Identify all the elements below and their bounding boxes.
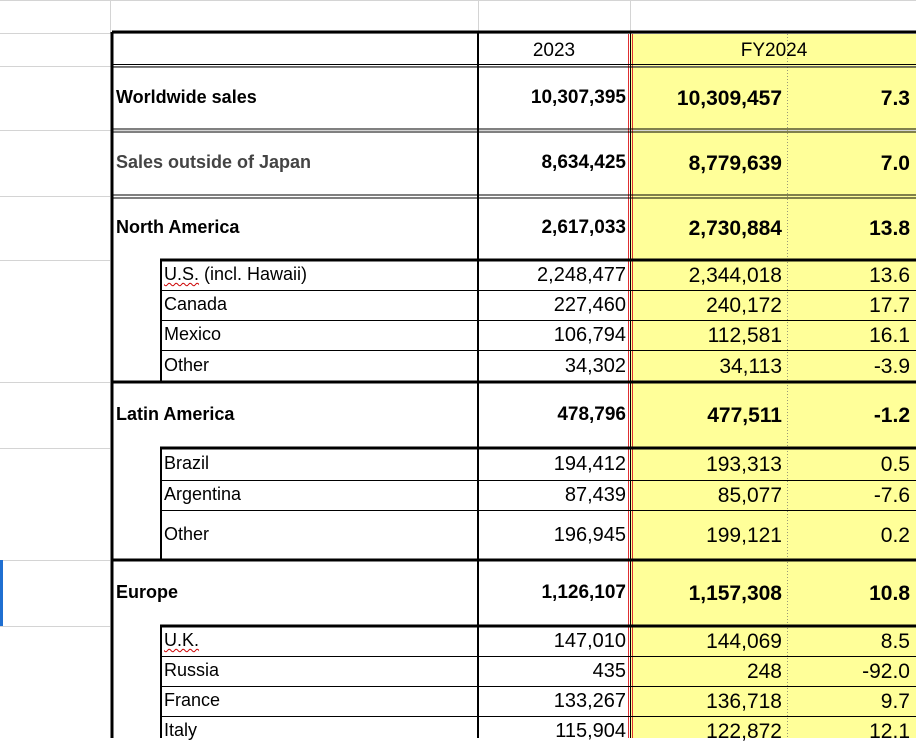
value-fy2024[interactable]: 122,872 xyxy=(706,720,782,743)
value-2023[interactable]: 1,126,107 xyxy=(541,582,626,603)
row-label[interactable]: France xyxy=(164,690,221,710)
value-pct-change[interactable]: 13.6 xyxy=(869,264,910,287)
value-fy2024[interactable]: 2,344,018 xyxy=(688,264,782,287)
value-pct-change[interactable]: 0.5 xyxy=(880,453,910,476)
value-pct-change[interactable]: 17.7 xyxy=(869,294,910,317)
value-pct-change[interactable]: 16.1 xyxy=(869,324,910,347)
value-pct-change[interactable]: -7.6 xyxy=(873,484,910,507)
value-fy2024[interactable]: 112,581 xyxy=(707,324,782,347)
value-2023[interactable]: 2,248,477 xyxy=(537,264,626,286)
value-pct-change[interactable]: 0.2 xyxy=(880,524,910,547)
value-fy2024[interactable]: 248 xyxy=(746,660,782,683)
value-fy2024[interactable]: 193,313 xyxy=(706,453,782,476)
row-label[interactable]: U.S. (incl. Hawaii) xyxy=(164,264,308,284)
value-2023[interactable]: 227,460 xyxy=(553,294,626,316)
column-header-2023[interactable]: 2023 xyxy=(532,40,576,61)
value-pct-change[interactable]: 7.3 xyxy=(880,87,910,110)
row-label[interactable]: Brazil xyxy=(164,453,210,473)
value-pct-change[interactable]: 10.8 xyxy=(869,582,910,605)
column-header-fy2024[interactable]: FY2024 xyxy=(740,40,808,61)
value-fy2024[interactable]: 2,730,884 xyxy=(688,217,782,240)
row-label[interactable]: Mexico xyxy=(164,324,222,344)
value-fy2024[interactable]: 199,121 xyxy=(706,524,782,547)
value-fy2024[interactable]: 34,113 xyxy=(719,355,782,378)
row-label[interactable]: Latin America xyxy=(116,404,235,424)
value-2023[interactable]: 435 xyxy=(592,660,626,682)
row-label[interactable]: Sales outside of Japan xyxy=(116,152,312,172)
value-pct-change[interactable]: 13.8 xyxy=(869,217,910,240)
row-label[interactable]: Europe xyxy=(116,582,179,602)
value-2023[interactable]: 115,904 xyxy=(555,720,626,742)
value-2023[interactable]: 2,617,033 xyxy=(541,217,626,238)
value-pct-change[interactable]: -92.0 xyxy=(862,660,910,683)
value-pct-change[interactable]: -3.9 xyxy=(873,355,910,378)
row-label[interactable]: U.K. xyxy=(164,630,200,650)
value-fy2024[interactable]: 477,511 xyxy=(707,404,782,427)
value-pct-change[interactable]: -1.2 xyxy=(873,404,910,427)
value-fy2024[interactable]: 85,077 xyxy=(717,484,782,507)
value-fy2024[interactable]: 144,069 xyxy=(706,630,782,653)
row-label[interactable]: Other xyxy=(164,524,210,544)
value-2023[interactable]: 133,267 xyxy=(553,690,626,712)
value-2023[interactable]: 196,945 xyxy=(553,524,626,546)
selected-row-indicator xyxy=(0,560,3,626)
value-2023[interactable]: 8,634,425 xyxy=(541,152,626,173)
value-2023[interactable]: 34,302 xyxy=(564,355,626,377)
row-label[interactable]: Russia xyxy=(164,660,220,680)
value-2023[interactable]: 147,010 xyxy=(553,630,626,652)
value-2023[interactable]: 478,796 xyxy=(557,404,626,425)
value-pct-change[interactable]: 12.1 xyxy=(869,720,910,743)
row-label[interactable]: Canada xyxy=(164,294,228,314)
value-2023[interactable]: 10,307,395 xyxy=(530,87,626,108)
row-label[interactable]: Worldwide sales xyxy=(116,87,257,107)
value-fy2024[interactable]: 240,172 xyxy=(706,294,782,317)
row-label[interactable]: Argentina xyxy=(164,484,242,504)
row-label[interactable]: North America xyxy=(116,217,240,237)
value-pct-change[interactable]: 8.5 xyxy=(880,630,910,653)
row-label[interactable]: Italy xyxy=(164,720,198,740)
value-fy2024[interactable]: 1,157,308 xyxy=(688,582,782,605)
value-2023[interactable]: 194,412 xyxy=(553,453,626,475)
value-2023[interactable]: 106,794 xyxy=(553,324,626,346)
value-2023[interactable]: 87,439 xyxy=(564,484,626,506)
row-label[interactable]: Other xyxy=(164,355,210,375)
value-fy2024[interactable]: 10,309,457 xyxy=(676,87,782,110)
value-pct-change[interactable]: 7.0 xyxy=(880,152,910,175)
value-fy2024[interactable]: 8,779,639 xyxy=(688,152,782,175)
value-fy2024[interactable]: 136,718 xyxy=(706,690,782,713)
value-pct-change[interactable]: 9.7 xyxy=(880,690,910,713)
